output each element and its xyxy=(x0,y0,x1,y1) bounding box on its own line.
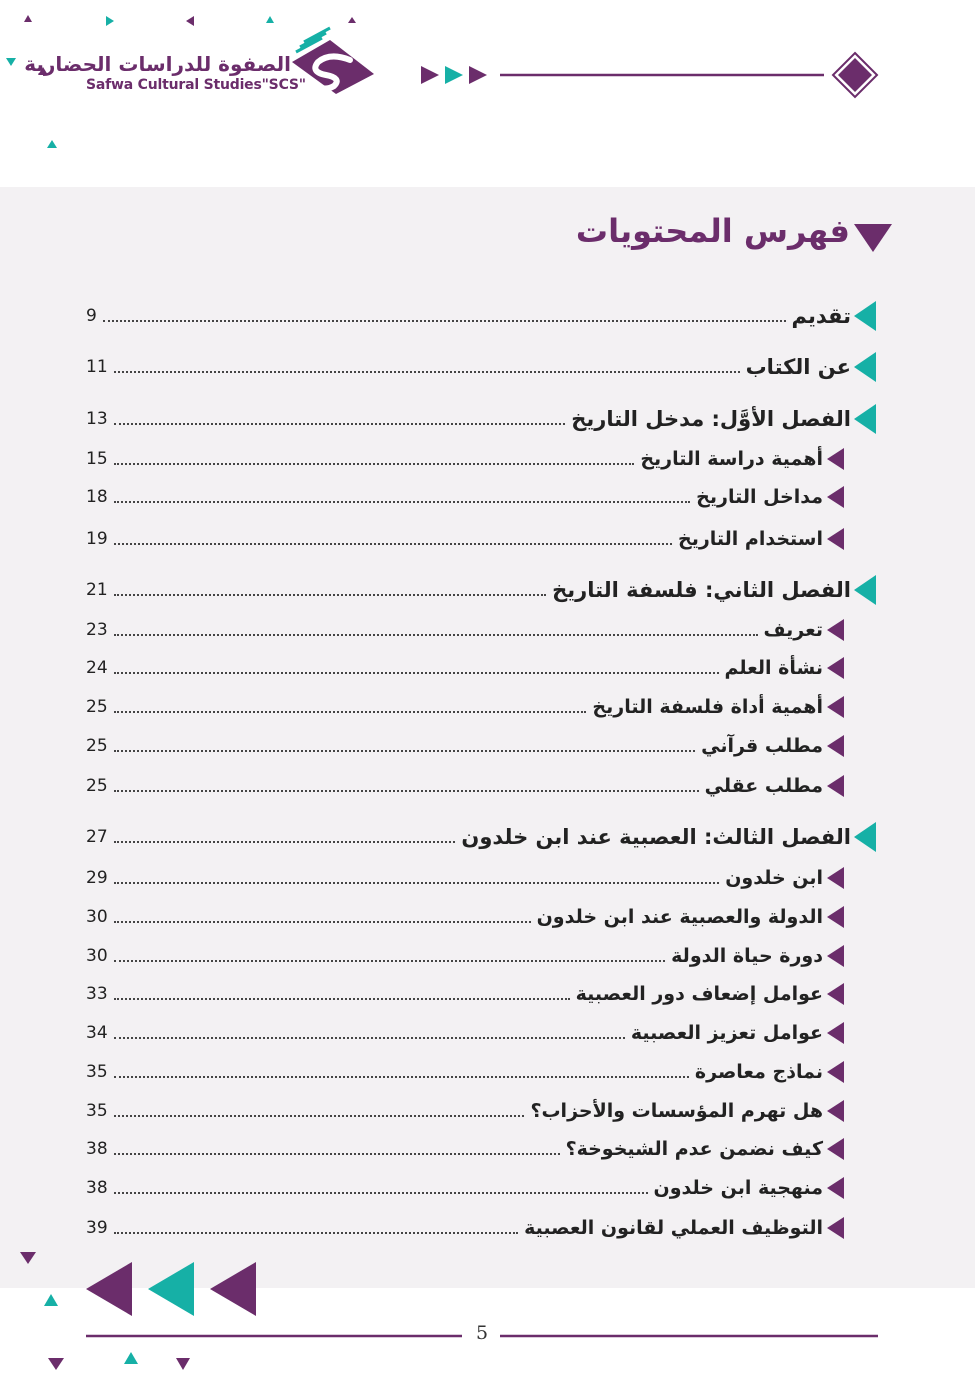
toc-entry-label: مداخل التاريخ xyxy=(696,486,823,508)
toc-page-number: 39 xyxy=(86,1218,108,1238)
section-bullet-icon xyxy=(825,981,847,1007)
toc-entry-label: عوامل إضعاف دور العصبية xyxy=(575,983,823,1005)
toc-dot-leader xyxy=(114,592,547,596)
toc-section-row[interactable] xyxy=(86,1133,823,1165)
section-bullet-icon xyxy=(825,694,847,720)
arrow-right-icon xyxy=(421,66,439,84)
toc-title: فهرس المحتويات xyxy=(575,212,850,250)
toc-dot-leader xyxy=(114,499,691,503)
toc-entry-label: نشأة العلم xyxy=(724,657,823,679)
toc-dot-leader xyxy=(114,919,531,923)
toc-dot-leader xyxy=(114,839,456,843)
toc-section-row[interactable] xyxy=(86,770,823,802)
toc-page-number: 35 xyxy=(86,1062,108,1082)
toc-dot-leader xyxy=(114,958,666,962)
toc-dot-leader xyxy=(114,1035,625,1039)
toc-entry-label: الفصل الثالث: العصبية عند ابن خلدون xyxy=(461,825,851,849)
diamond-icon xyxy=(833,53,877,97)
toc-page-number: 27 xyxy=(86,827,108,847)
toc-entry-label: هل تهرم المؤسسات والأحزاب؟ xyxy=(530,1100,823,1122)
toc-entry-label: مطلب قرآني xyxy=(701,735,823,757)
toc-section-row[interactable] xyxy=(86,1056,823,1088)
decor-triangle-icon xyxy=(47,140,57,148)
toc-page-number: 30 xyxy=(86,907,108,927)
decor-triangle-icon xyxy=(348,17,356,23)
decor-triangle-icon xyxy=(24,15,32,22)
toc-dot-leader xyxy=(114,788,699,792)
toc-page-number: 25 xyxy=(86,736,108,756)
chapter-bullet-icon xyxy=(852,573,880,607)
toc-page-number: 35 xyxy=(86,1101,108,1121)
toc-page-number: 38 xyxy=(86,1178,108,1198)
toc-page-number: 13 xyxy=(86,409,108,429)
toc-page-number: 11 xyxy=(86,357,108,377)
toc-page-number: 38 xyxy=(86,1139,108,1159)
toc-section-row[interactable] xyxy=(86,614,823,646)
section-bullet-icon xyxy=(825,943,847,969)
toc-section-row[interactable] xyxy=(86,691,823,723)
toc-dot-leader xyxy=(114,541,672,545)
toc-entry-label: منهجية ابن خلدون xyxy=(653,1177,823,1199)
toc-entry-label: أهمية دراسة التاريخ xyxy=(640,448,823,470)
page-header xyxy=(0,0,975,187)
section-bullet-icon xyxy=(825,446,847,472)
toc-section-row[interactable] xyxy=(86,940,823,972)
section-bullet-icon xyxy=(825,733,847,759)
toc-entry-label: ابن خلدون xyxy=(725,867,823,889)
decor-triangle-icon xyxy=(44,1294,58,1306)
toc-entry-label: أهمية أداة فلسفة التاريخ xyxy=(592,696,823,718)
toc-page-number: 25 xyxy=(86,776,108,796)
chapter-bullet-icon xyxy=(852,820,880,854)
toc-dot-leader xyxy=(114,880,720,884)
decor-triangle-icon xyxy=(266,16,274,23)
toc-entry-label: عن الكتاب xyxy=(745,355,851,379)
toc-chapter-row[interactable] xyxy=(86,300,851,332)
toc-dot-leader xyxy=(114,632,758,636)
section-bullet-icon xyxy=(825,773,847,799)
toc-entry-label: تعريف xyxy=(763,619,823,641)
arrow-left-icon xyxy=(148,1262,194,1316)
toc-dot-leader xyxy=(114,369,740,373)
section-bullet-icon xyxy=(825,904,847,930)
toc-dot-leader xyxy=(114,1190,648,1194)
toc-entry-label: الفصل الثاني: فلسفة التاريخ xyxy=(552,578,851,602)
section-bullet-icon xyxy=(825,1136,847,1162)
toc-dot-leader xyxy=(114,996,570,1000)
chapter-bullet-icon xyxy=(852,402,880,436)
header-decoration xyxy=(0,0,975,187)
toc-chapter-row[interactable] xyxy=(86,574,851,606)
toc-dot-leader xyxy=(114,1074,689,1078)
toc-chapter-row[interactable] xyxy=(86,821,851,853)
toc-dot-leader xyxy=(114,1230,518,1234)
arrow-right-icon xyxy=(469,66,487,84)
toc-page-number: 15 xyxy=(86,449,108,469)
toc-page-number: 23 xyxy=(86,620,108,640)
toc-entry-label: الدولة والعصبية عند ابن خلدون xyxy=(536,906,823,928)
toc-page-number: 25 xyxy=(86,697,108,717)
toc-chapter-row[interactable] xyxy=(86,403,851,435)
toc-entry-label: تقديم xyxy=(791,304,851,328)
toc-dot-leader xyxy=(114,1113,525,1117)
toc-page-number: 19 xyxy=(86,529,108,549)
toc-section-row[interactable] xyxy=(86,523,823,555)
section-bullet-icon xyxy=(825,1175,847,1201)
decor-triangle-icon xyxy=(176,1358,190,1370)
toc-page-number: 18 xyxy=(86,487,108,507)
toc-section-row[interactable] xyxy=(86,862,823,894)
toc-section-row[interactable] xyxy=(86,481,823,513)
toc-dot-leader xyxy=(103,318,786,322)
toc-section-row[interactable] xyxy=(86,730,823,762)
section-bullet-icon xyxy=(825,617,847,643)
arrow-left-icon xyxy=(86,1262,132,1316)
decor-triangle-icon xyxy=(186,16,194,26)
toc-dot-leader xyxy=(114,1151,560,1155)
decor-triangle-icon xyxy=(6,58,16,66)
section-bullet-icon xyxy=(825,1059,847,1085)
section-bullet-icon xyxy=(825,1098,847,1124)
toc-page-number: 9 xyxy=(86,306,97,326)
decor-triangle-icon xyxy=(106,16,114,26)
toc-page-number: 24 xyxy=(86,658,108,678)
toc-entry-label: عوامل تعزيز العصبية xyxy=(630,1022,823,1044)
toc-section-row[interactable] xyxy=(86,978,823,1010)
toc-entry-label: استخدام التاريخ xyxy=(678,528,823,550)
toc-section-row[interactable] xyxy=(86,443,823,475)
toc-page-number: 34 xyxy=(86,1023,108,1043)
toc-entry-label: دورة حياة الدولة xyxy=(671,945,823,967)
section-bullet-icon xyxy=(825,1020,847,1046)
section-bullet-icon xyxy=(825,655,847,681)
toc-page-number: 29 xyxy=(86,868,108,888)
toc-page-number: 30 xyxy=(86,946,108,966)
logo-arabic-text: الصفوة للدراسات الحضارية xyxy=(24,52,291,76)
toc-dot-leader xyxy=(114,461,635,465)
chapter-bullet-icon xyxy=(852,350,880,384)
section-bullet-icon xyxy=(825,865,847,891)
page-number: 5 xyxy=(475,1322,489,1344)
chapter-bullet-icon xyxy=(852,299,880,333)
toc-section-row[interactable] xyxy=(86,1095,823,1127)
toc-page-number: 21 xyxy=(86,580,108,600)
toc-section-row[interactable] xyxy=(86,652,823,684)
arrow-right-icon xyxy=(445,66,463,84)
toc-entry-label: الفصل الأوَّل: مدخل التاريخ xyxy=(571,407,851,431)
logo-english-text: Safwa Cultural Studies"SCS" xyxy=(86,77,306,93)
section-bullet-icon xyxy=(825,484,847,510)
toc-chapter-row[interactable] xyxy=(86,351,851,383)
toc-section-row[interactable] xyxy=(86,1172,823,1204)
section-bullet-icon xyxy=(825,526,847,552)
toc-page-number: 33 xyxy=(86,984,108,1004)
toc-entry-label: التوظيف العملي لقانون العصبية xyxy=(524,1217,823,1239)
decor-triangle-icon xyxy=(124,1352,138,1364)
toc-section-row[interactable] xyxy=(86,1017,823,1049)
toc-entry-label: نماذج معاصرة xyxy=(694,1061,823,1083)
section-bullet-icon xyxy=(825,1215,847,1241)
toc-dot-leader xyxy=(114,670,719,674)
footer-decoration xyxy=(0,1240,975,1388)
toc-dot-leader xyxy=(114,748,695,752)
toc-dot-leader xyxy=(114,709,587,713)
toc-dot-leader xyxy=(114,421,566,425)
decor-triangle-icon xyxy=(20,1252,36,1264)
toc-section-row[interactable] xyxy=(86,901,823,933)
arrow-left-icon xyxy=(210,1262,256,1316)
title-triangle-icon xyxy=(852,220,896,256)
toc-entry-label: مطلب عقلي xyxy=(704,775,823,797)
toc-entry-label: كيف نضمن عدم الشيخوخة؟ xyxy=(565,1138,823,1160)
decor-triangle-icon xyxy=(48,1358,64,1370)
